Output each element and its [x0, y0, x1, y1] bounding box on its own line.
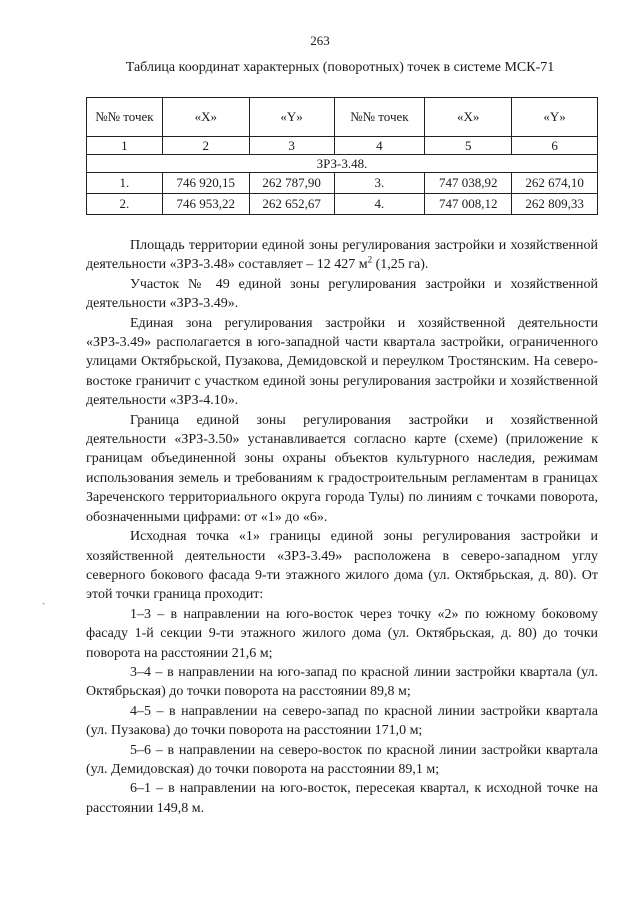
- table-row: [87, 173, 598, 194]
- column-number: 1: [87, 137, 163, 155]
- table-cell: 4.: [334, 194, 425, 215]
- header-cell: №№ точек: [334, 98, 425, 137]
- header-cell: №№ точек: [87, 98, 163, 137]
- table-cell: 1.: [87, 173, 163, 194]
- header-cell: «X»: [425, 98, 512, 137]
- table-cell: 262 787,90: [249, 173, 334, 194]
- column-number: 3: [249, 137, 334, 155]
- section-heading-paragraph: Участок № 49 единой зоны регулирования застройки и хозяйственной деятельности «ЗРЗ-3.49».: [86, 276, 598, 312]
- column-number: 4: [334, 137, 425, 155]
- coordinates-table: [86, 97, 598, 215]
- table-cell: 262 674,10: [512, 173, 598, 194]
- segment-paragraph: 1–3 – в направлении на юго-восток через точку «2» по южному боковому фасаду 1-й секции 9-ти этажного жилого дома (ул. Октябрьская, д. 80) до точки поворота на расстоянии 21,6 м;: [86, 606, 598, 661]
- column-number: 6: [512, 137, 598, 155]
- table-cell: 747 038,92: [425, 173, 512, 194]
- column-number: 2: [162, 137, 249, 155]
- segment-paragraph: 6–1 – в направлении на юго-восток, пересекая квартал, к исходной точке на расстоянии 149,8 м.: [86, 781, 598, 816]
- boundary-paragraph: Граница единой зоны регулирования застройки и хозяйственной деятельности «ЗРЗ-3.50» устанавливается согласно карте (схеме) (приложение к границам объединенной зоны охраны объектов культурного наследия, режимам использования земель и требованиям к градостроительным регламентам в границах Зареченского территориального округа города Тулы) по линиям с точками поворота, обозначенными цифрами: от «1» до «6».: [86, 412, 598, 525]
- table-row: [87, 194, 598, 215]
- area-unit-superscript: 2: [367, 254, 373, 265]
- column-number-row: [87, 137, 598, 155]
- table-cell: 262 809,33: [512, 194, 598, 215]
- area-text: Площадь территории единой зоны регулирования застройки и хозяйственной деятельности «ЗРЗ-3.48» составляет – 12 427 м: [86, 238, 598, 273]
- zone-row: [87, 155, 598, 173]
- table-cell: 747 008,12: [425, 194, 512, 215]
- origin-point-paragraph: Исходная точка «1» границы единой зоны регулирования застройки и хозяйственной деятельности «ЗРЗ-3.49» расположена в северо-западном углу северного бокового фасада 9-ти этажного жилого дома (ул. Октябрьская, д. 80). От этой точки граница проходит:: [86, 529, 598, 603]
- header-cell: «Y»: [249, 98, 334, 137]
- segment-paragraph: 5–6 – в направлении на северо-восток по красной линии застройки квартала (ул. Демидовская) до точки поворота на расстоянии 89,1 м;: [86, 742, 598, 777]
- table-header-row: [87, 98, 598, 137]
- page-number: 263: [310, 33, 330, 48]
- table-cell: 262 652,67: [249, 194, 334, 215]
- segment-paragraph: 3–4 – в направлении на юго-запад по красной линии застройки квартала (ул. Октябрьская) до точки поворота на расстоянии 89,8 м;: [86, 664, 598, 700]
- area-paragraph: [86, 236, 598, 275]
- area-text-end: (1,25 га).: [372, 257, 429, 273]
- header-cell: «X»: [162, 98, 249, 137]
- zone-label: ЗРЗ-3.48.: [87, 155, 598, 173]
- document-body: [86, 236, 598, 818]
- column-number: 5: [425, 137, 512, 155]
- segment-paragraph: 4–5 – в направлении на северо-запад по красной линии застройки квартала (ул. Пузакова) до точки поворота на расстоянии 171,0 м;: [86, 703, 598, 739]
- table-title: Таблица координат характерных (поворотных) точек в системе МСК-71: [125, 60, 555, 75]
- location-paragraph: Единая зона регулирования застройки и хозяйственной деятельности «ЗРЗ-3.49» располагается в юго-западной части квартала застройки, ограниченного улицами Октябрьской, Пузакова, Демидовской и переулком Тростянским. На северо-востоке граничит с участком единой зоны регулирования застройки и хозяйственной деятельности «ЗРЗ-4.10».: [86, 315, 598, 409]
- table-cell: 746 953,22: [162, 194, 249, 215]
- stray-scan-mark: ˎ: [42, 594, 46, 605]
- table-cell: 2.: [87, 194, 163, 215]
- header-cell: «Y»: [512, 98, 598, 137]
- table-cell: 746 920,15: [162, 173, 249, 194]
- table-cell: 3.: [334, 173, 425, 194]
